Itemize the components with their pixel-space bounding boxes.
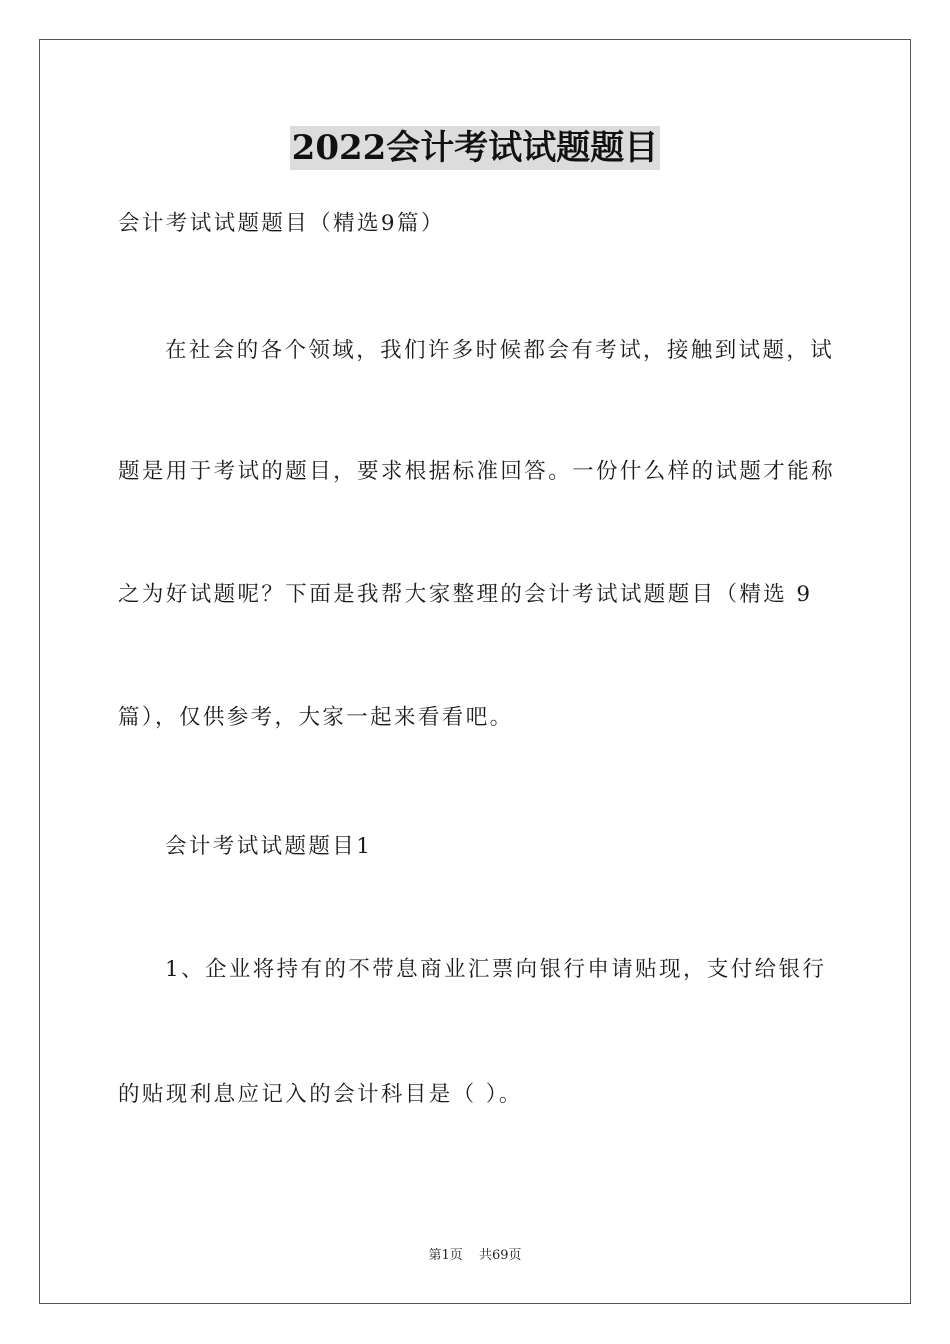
question-line: 1、企业将持有的不带息商业汇票向银行申请贴现，支付给银行	[165, 957, 827, 982]
question-line: 的贴现利息应记入的会计科目是（ ）。	[118, 1082, 523, 1107]
paragraph-line: 之为好试题呢？下面是我帮大家整理的会计考试试题题目（精选 9	[118, 582, 813, 607]
paragraph-line: 题是用于考试的题目，要求根据标准回答。一份什么样的试题才能称	[118, 459, 836, 484]
page-footer	[0, 1247, 950, 1265]
paragraph-line: 篇），仅供参考，大家一起来看看吧。	[118, 705, 514, 730]
total-pages: 共69页	[478, 1248, 522, 1263]
document-title: 2022会计考试试题题目	[291, 128, 659, 168]
page-number: 第1页	[428, 1248, 463, 1263]
document-subtitle: 会计考试试题题目（精选9篇）	[118, 211, 445, 236]
paragraph-line: 在社会的各个领域，我们许多时候都会有考试，接触到试题，试	[165, 338, 835, 363]
section-heading: 会计考试试题题目1	[165, 834, 373, 859]
title-container	[0, 126, 950, 170]
